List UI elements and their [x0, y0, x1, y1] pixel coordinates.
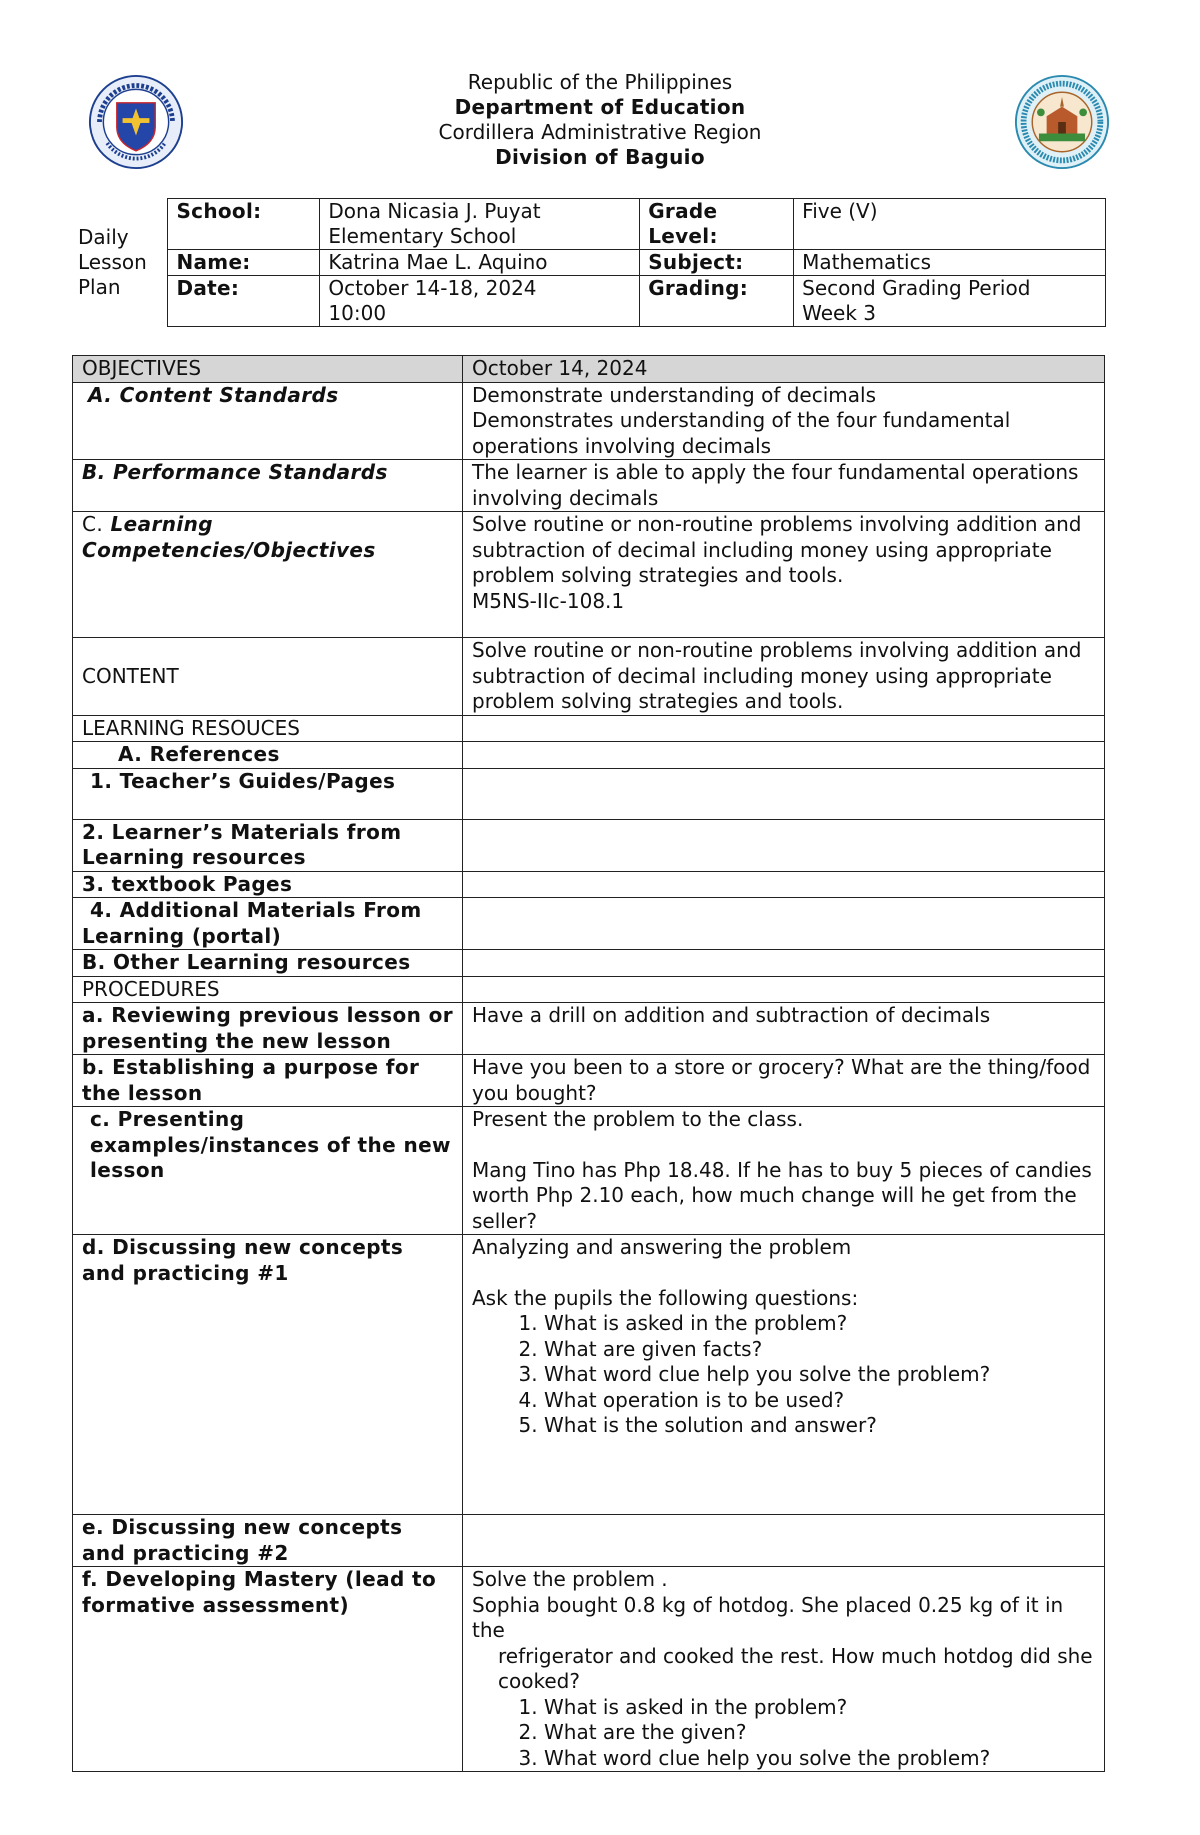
grading-period: Second Grading Period — [802, 276, 1031, 300]
school-label: School: — [168, 199, 320, 250]
references-text: A. References — [118, 742, 280, 766]
procedure-b-label: b. Establishing a purpose for the lesson — [73, 1055, 463, 1107]
procedure-f-line-2: Sophia bought 0.8 kg of hotdog. She placed 0.25 kg of it in the — [472, 1592, 1064, 1642]
references-row — [73, 742, 1105, 769]
content-standards-line-2: Demonstrates understanding of the four fundamental operations involving decimals — [472, 408, 1011, 458]
learning-resources-label: LEARNING RESOUCES — [73, 715, 463, 742]
procedure-c-line-1: Present the problem to the class. — [472, 1107, 804, 1131]
name-value: Katrina Mae L. Aquino — [320, 250, 640, 276]
procedure-f-line-3: refrigerator and cooked the rest. How much hotdog did she cooked? — [498, 1643, 1093, 1693]
learning-resources-row — [73, 715, 1105, 742]
competencies-text: Learning Competencies/Objectives — [82, 512, 376, 562]
learners-materials-row — [73, 819, 1105, 871]
letterhead — [300, 70, 900, 170]
grading-week: Week 3 — [802, 301, 877, 325]
procedure-f-value — [463, 1567, 1105, 1772]
teachers-guides-label — [73, 768, 463, 819]
division-line: Division of Baguio — [495, 145, 705, 169]
procedure-b-row — [73, 1055, 1105, 1107]
textbook-row — [73, 871, 1105, 898]
content-label — [73, 638, 463, 716]
procedure-d-row — [73, 1235, 1105, 1515]
subject-value: Mathematics — [794, 250, 1106, 276]
grading-value — [794, 276, 1106, 327]
procedure-a-value: Have a drill on addition and subtraction of decimals — [463, 1003, 1105, 1055]
procedure-d-line-2: Ask the pupils the following questions: — [472, 1285, 859, 1310]
competencies-code: M5NS-IIc-108.1 — [472, 588, 625, 613]
content-value: Solve routine or non-routine problems involving addition and subtraction of decimal including money using appropriate problem solving strategies and tools. — [463, 638, 1105, 716]
procedure-d-label: d. Discussing new concepts and practicing #1 — [73, 1235, 463, 1515]
additional-materials-text: 4. Additional Materials From Learning (portal) — [82, 898, 422, 948]
procedures-row — [73, 976, 1105, 1003]
subject-label: Subject: — [640, 250, 794, 276]
objectives-row — [73, 356, 1105, 383]
list-item: 5. What is the solution and answer? — [544, 1413, 1095, 1439]
lesson-plan-table — [72, 355, 1105, 1772]
procedure-c-label — [73, 1107, 463, 1235]
department-line: Department of Education — [454, 95, 746, 119]
procedure-c-row — [73, 1107, 1105, 1235]
list-item: 2. What are the given? — [544, 1720, 1095, 1746]
learners-materials-value — [463, 819, 1105, 871]
region-line: Cordillera Administrative Region — [438, 120, 762, 144]
competencies-value — [463, 512, 1105, 638]
deped-seal-icon — [88, 74, 184, 170]
procedures-label: PROCEDURES — [73, 976, 463, 1003]
textbook-label: 3. textbook Pages — [73, 871, 463, 898]
procedure-f-line-1: Solve the problem . — [472, 1567, 668, 1591]
list-item: 1. What is asked in the problem? — [544, 1695, 1095, 1721]
content-standards-text: A. Content Standards — [88, 382, 339, 407]
additional-materials-label — [73, 898, 463, 950]
list-item: 3. What word clue help you solve the problem? — [544, 1746, 1095, 1772]
competencies-description: Solve routine or non-routine problems involving addition and subtraction of decimal including money using appropriate problem solving strategies and tools. — [472, 512, 1082, 587]
procedure-f-label: f. Developing Mastery (lead to formative assessment) — [73, 1567, 463, 1772]
time-value: 10:00 — [328, 301, 387, 325]
procedure-d-value — [463, 1235, 1105, 1515]
content-standards-row — [73, 382, 1105, 460]
competencies-label — [73, 512, 463, 638]
other-resources-value — [463, 950, 1105, 977]
procedure-e-row — [73, 1515, 1105, 1567]
procedure-f-row — [73, 1567, 1105, 1772]
content-row — [73, 638, 1105, 716]
competencies-row — [73, 512, 1105, 638]
procedure-a-row — [73, 1003, 1105, 1055]
daily-lesson-plan-text: Daily Lesson Plan — [78, 225, 147, 299]
procedure-a-label: a. Reviewing previous lesson or presenting the new lesson — [73, 1003, 463, 1055]
teachers-guides-row — [73, 768, 1105, 819]
list-item: 4. What operation is to be used? — [544, 1388, 1095, 1414]
info-row-school — [72, 199, 1106, 250]
republic-line: Republic of the Philippines — [467, 70, 733, 94]
procedure-d-question-list — [472, 1311, 1095, 1439]
grade-level-value: Five (V) — [794, 199, 1106, 250]
school-value: Dona Nicasia J. Puyat Elementary School — [320, 199, 640, 250]
objectives-date: October 14, 2024 — [463, 356, 1105, 383]
name-label: Name: — [168, 250, 320, 276]
procedure-c-text: c. Presenting examples/instances of the new lesson — [90, 1107, 451, 1182]
additional-materials-row — [73, 898, 1105, 950]
performance-standards-label: B. Performance Standards — [73, 460, 463, 512]
learners-materials-label: 2. Learner’s Materials from Learning resources — [73, 819, 463, 871]
list-item: 2. What are given facts? — [544, 1337, 1095, 1363]
list-item: 3. What word clue help you solve the problem? — [544, 1362, 1095, 1388]
date-value — [320, 276, 640, 327]
procedure-e-value — [463, 1515, 1105, 1567]
teachers-guides-value — [463, 768, 1105, 819]
date-label: Date: — [168, 276, 320, 327]
content-label-text: CONTENT — [82, 663, 179, 688]
info-row-date — [72, 276, 1106, 327]
learning-resources-value — [463, 715, 1105, 742]
procedure-f-question-list — [472, 1695, 1095, 1772]
grading-label: Grading: — [640, 276, 794, 327]
daily-lesson-plan-label — [72, 199, 168, 327]
procedure-c-problem: Mang Tino has Php 18.48. If he has to buy 5 pieces of candies worth Php 2.10 each, how much change will he get from the seller? — [472, 1157, 1092, 1233]
teachers-guides-text: 1. Teacher’s Guides/Pages — [90, 768, 396, 793]
date-range: October 14-18, 2024 — [328, 276, 537, 300]
textbook-value — [463, 871, 1105, 898]
procedure-c-value — [463, 1107, 1105, 1235]
additional-materials-value — [463, 898, 1105, 950]
content-standards-line-1: Demonstrate understanding of decimals — [472, 382, 876, 407]
info-row-name — [72, 250, 1106, 276]
division-of-baguio-seal-icon — [1014, 74, 1110, 170]
objectives-label: OBJECTIVES — [73, 356, 463, 383]
content-standards-label — [73, 382, 463, 460]
procedure-b-value: Have you been to a store or grocery? What are the thing/food you bought? — [463, 1055, 1105, 1107]
list-item: 1. What is asked in the problem? — [544, 1311, 1095, 1337]
performance-standards-value: The learner is able to apply the four fundamental operations involving decimals — [463, 460, 1105, 512]
grade-level-label: Grade Level: — [640, 199, 794, 250]
procedure-e-label: e. Discussing new concepts and practicing #2 — [73, 1515, 463, 1567]
content-standards-value — [463, 382, 1105, 460]
performance-standards-row — [73, 460, 1105, 512]
references-label — [73, 742, 463, 769]
procedures-value — [463, 976, 1105, 1003]
lesson-info-table — [72, 198, 1106, 327]
other-resources-row — [73, 950, 1105, 977]
other-resources-label: B. Other Learning resources — [73, 950, 463, 977]
competencies-prefix: C. — [82, 512, 104, 536]
references-value — [463, 742, 1105, 769]
procedure-d-line-1: Analyzing and answering the problem — [472, 1235, 852, 1259]
